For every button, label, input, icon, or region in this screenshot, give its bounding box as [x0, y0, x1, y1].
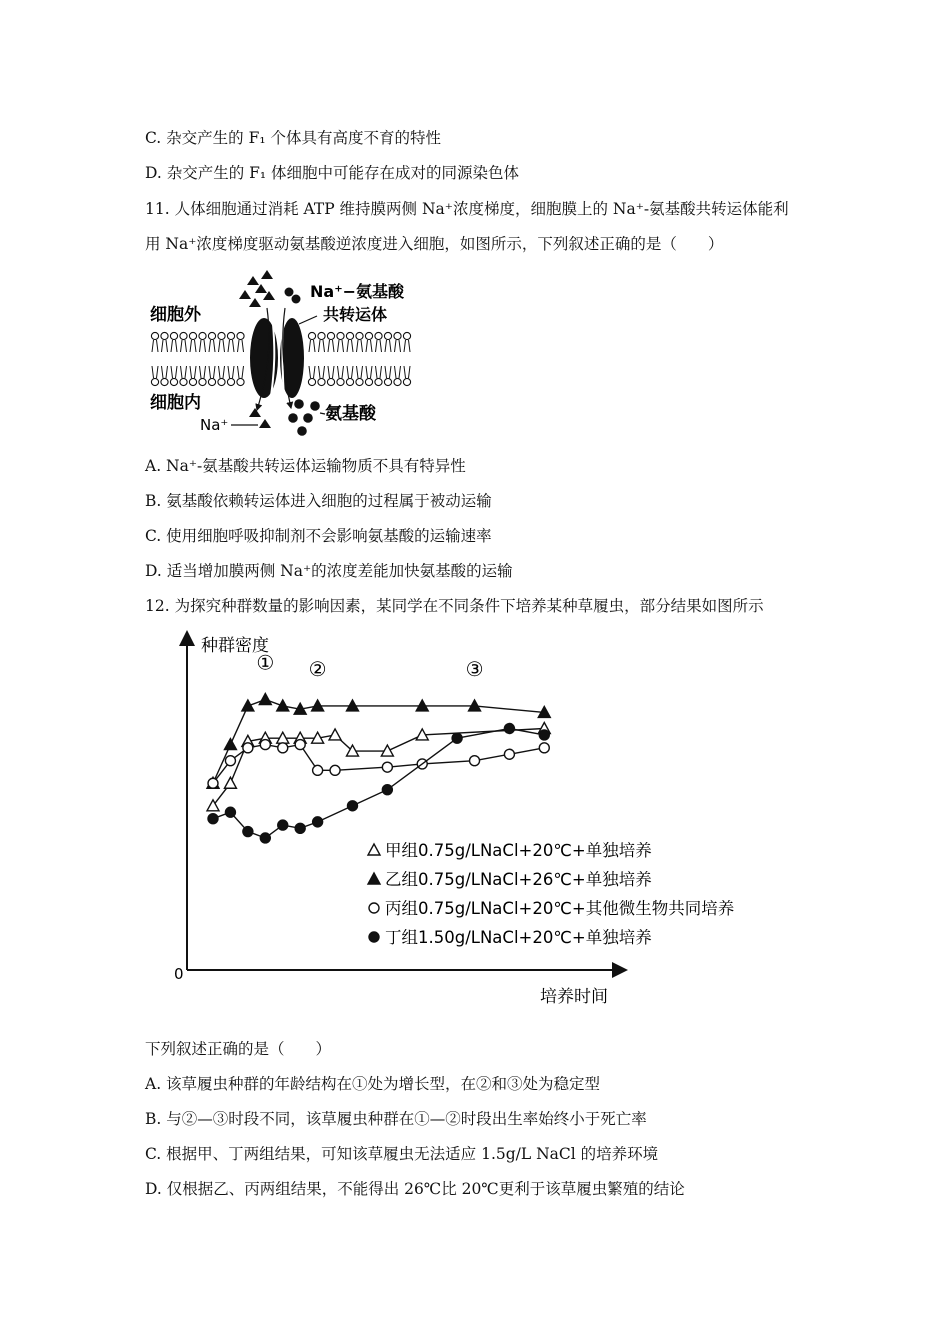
series-3-point	[539, 743, 549, 753]
legend	[368, 841, 734, 947]
series-4-point	[278, 820, 288, 830]
series-4-point	[313, 817, 323, 827]
legend-label-3: 丙组0.75g/LNaCl+20℃+其他微生物共同培养	[385, 899, 735, 918]
amino-acid-label: 氨基酸	[325, 404, 376, 424]
q11-option-a: A. Na⁺-氨基酸共转运体运输物质不具有特异性	[145, 457, 466, 475]
stage-marker-1: ①	[256, 650, 275, 675]
legend-marker-1	[368, 844, 380, 855]
series-3-point	[260, 740, 270, 750]
cotransporter-figure	[145, 268, 425, 440]
series-3-point	[504, 749, 514, 759]
na-ions-outside	[239, 270, 275, 307]
series-4-point	[260, 833, 270, 843]
outside-label: 细胞外	[150, 305, 201, 325]
q12-option-b: B. 与②—③时段不同，该草履虫种群在①—②时段出生率始终小于死亡率	[145, 1110, 647, 1128]
na-label: Na⁺	[200, 416, 229, 434]
series-4-point	[225, 807, 235, 817]
origin-label: 0	[174, 965, 184, 983]
legend-label-1: 甲组0.75g/LNaCl+20℃+单独培养	[385, 841, 652, 860]
stage-marker-3: ③	[465, 656, 484, 681]
q11-option-b: B. 氨基酸依赖转运体进入细胞的过程属于被动运输	[145, 492, 492, 510]
series-2-point	[277, 700, 289, 711]
series-4-point	[243, 827, 253, 837]
series-3-point	[330, 765, 340, 775]
series-2-point	[259, 694, 271, 705]
population-chart	[168, 628, 768, 1010]
legend-label-2: 乙组0.75g/LNaCl+26℃+单独培养	[385, 870, 652, 889]
q10-option-c: C. 杂交产生的 F₁ 个体具有高度不育的特性	[145, 129, 441, 147]
y-axis-label: 种群密度	[201, 636, 269, 656]
series-3-point	[470, 756, 480, 766]
amino-acids-inside	[288, 399, 325, 436]
q12-question: 下列叙述正确的是（ ）	[145, 1040, 332, 1058]
series-4-point	[382, 785, 392, 795]
series-4-point	[452, 733, 462, 743]
legend-marker-4	[369, 932, 379, 942]
series-4-point	[504, 724, 514, 734]
series-3-point	[243, 743, 253, 753]
series-3-point	[295, 740, 305, 750]
series-2	[207, 694, 550, 789]
series-3-point	[208, 778, 218, 788]
na-ion-inside-2	[249, 408, 261, 417]
series-1-point	[329, 729, 341, 740]
series-4	[208, 724, 549, 843]
series-3-point	[225, 756, 235, 766]
transporter-label-1: Na⁺−氨基酸	[310, 282, 405, 301]
q12-option-a: A. 该草履虫种群的年龄结构在①处为增长型，在②和③处为稳定型	[145, 1075, 601, 1093]
legend-marker-2	[368, 873, 380, 884]
q11-stem-line1: 11. 人体细胞通过消耗 ATP 维持膜两侧 Na⁺浓度梯度，细胞膜上的 Na⁺-氨基酸共转运体能利	[145, 200, 789, 218]
q11-stem-line2: 用 Na⁺浓度梯度驱动氨基酸逆浓度进入细胞，如图所示，下列叙述正确的是（ ）	[145, 235, 724, 253]
stage-marker-2: ②	[308, 656, 327, 681]
series-1	[207, 723, 550, 811]
transporter-label-2: 共转运体	[323, 305, 388, 324]
q10-option-d: D. 杂交产生的 F₁ 体细胞中可能存在成对的同源染色体	[145, 164, 520, 182]
series-3	[208, 740, 549, 789]
legend-marker-3	[369, 903, 379, 913]
series-2-point	[224, 739, 236, 750]
series-4-point	[208, 814, 218, 824]
q11-option-d: D. 适当增加膜两侧 Na⁺的浓度差能加快氨基酸的运输	[145, 562, 513, 580]
series-1-point	[224, 777, 236, 788]
q11-option-c: C. 使用细胞呼吸抑制剂不会影响氨基酸的运输速率	[145, 527, 492, 545]
inside-label: 细胞内	[150, 393, 201, 413]
series-4-point	[347, 801, 357, 811]
na-ion-inside	[259, 419, 271, 428]
q12-stem: 12. 为探究种群数量的影响因素，某同学在不同条件下培养某种草履虫，部分结果如图所示	[145, 597, 764, 615]
series-4-point	[295, 823, 305, 833]
q12-option-d: D. 仅根据乙、丙两组结果，不能得出 26℃比 20℃更利于该草履虫繁殖的结论	[145, 1180, 685, 1198]
x-axis-label: 培养时间	[540, 987, 608, 1007]
series-3-point	[278, 743, 288, 753]
amino-acids-outside	[285, 288, 301, 304]
legend-label-4: 丁组1.50g/LNaCl+20℃+单独培养	[385, 928, 652, 947]
series-2-point	[242, 700, 254, 711]
series-3-point	[313, 765, 323, 775]
series-4-point	[539, 730, 549, 740]
series-3-point	[382, 762, 392, 772]
q12-option-c: C. 根据甲、丁两组结果，可知该草履虫无法适应 1.5g/L NaCl 的培养环境	[145, 1145, 659, 1163]
